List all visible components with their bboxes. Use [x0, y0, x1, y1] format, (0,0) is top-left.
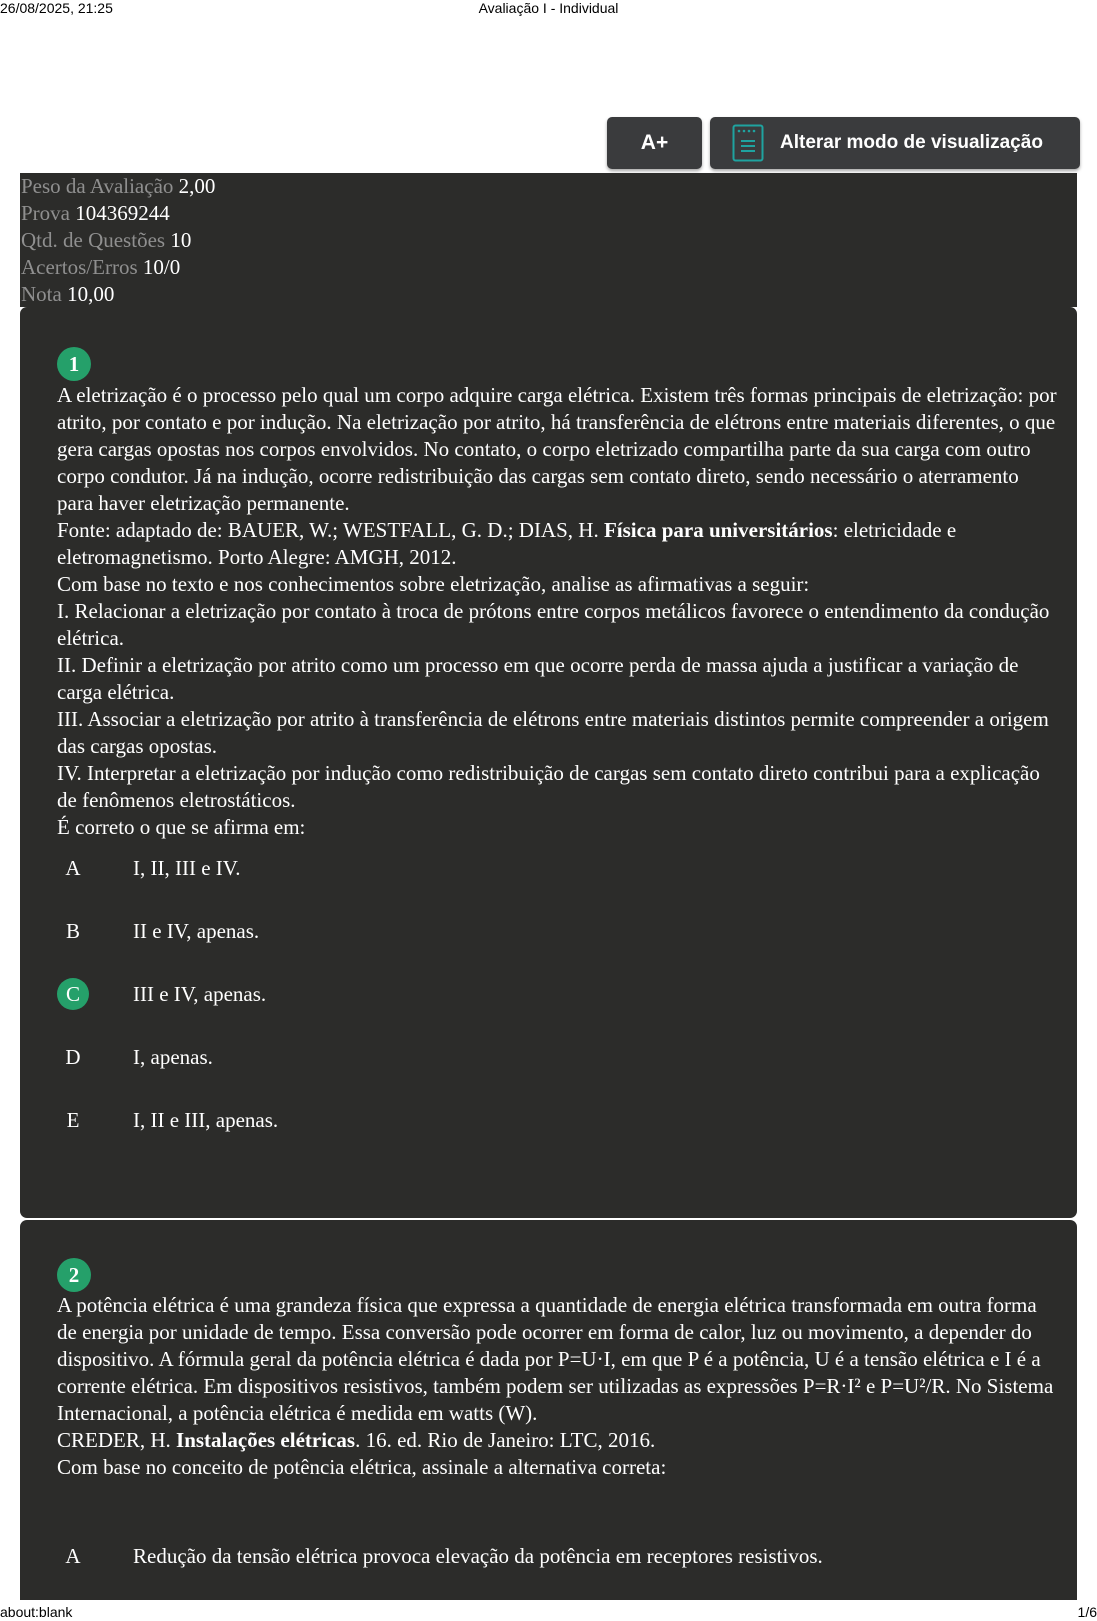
alternative-text: I, II, III e IV.: [133, 856, 241, 880]
print-header: [0, 0, 1097, 18]
summary-row-hits-errors: Acertos/Erros 10/0: [21, 255, 181, 279]
document-list-icon: [732, 124, 764, 162]
alternative-text: I, apenas.: [133, 1045, 213, 1069]
alternative-letter: B: [65, 918, 80, 943]
alternative-text: Redução da tensão elétrica provoca elevação da potência em receptores resistivos.: [133, 1544, 823, 1568]
print-url: about:blank: [0, 1604, 73, 1620]
alternative-text: I, II e III, apenas.: [133, 1108, 279, 1132]
summary-row-grade: Nota 10,00: [21, 282, 115, 306]
print-datetime: 26/08/2025, 21:25: [0, 0, 113, 16]
question-text: [57, 1292, 1057, 1481]
alternative-letter: A: [65, 855, 81, 880]
alternative-letter: E: [66, 1107, 80, 1132]
alternative-letter: D: [65, 1044, 81, 1069]
question-intro: A eletrização é o processo pelo qual um corpo adquire carga elétrica. Existem três formas principais de eletrização: por atrito, por contato e por indução. Na eletrização por atrito, há transferência de elétrons entre materiais diferentes, o que gera cargas opostas nos corpos envolvidos. No contato, o corpo eletrizado compartilha parte da sua carga com outro corpo condutor. Já na indução, ocorre redistribuição das cargas sem contato direto, sendo necessário o aterramento para haver eletrização permanente.: [57, 383, 1057, 515]
question-closing: É correto o que se afirma em:: [57, 815, 306, 839]
question-prompt: Com base no texto e nos conhecimentos sobre eletrização, analise as afirmativas a seguir:: [57, 572, 810, 596]
question-number-badge: 1: [57, 347, 91, 381]
alternative-c-correct[interactable]: [57, 978, 1037, 1010]
statement: II. Definir a eletrização por atrito como um processo em que ocorre perda de massa ajuda a justificar a variação de carga elétrica.: [57, 653, 1019, 704]
print-footer: [0, 1603, 1097, 1621]
alternative-b[interactable]: [57, 915, 1037, 947]
alternative-a[interactable]: [57, 852, 1037, 884]
alternative-d[interactable]: [57, 1041, 1037, 1073]
statement: III. Associar a eletrização por atrito à transferência de elétrons entre materiais distintos permite compreender a origem das cargas opostas.: [57, 707, 1049, 758]
summary-row-weight: Peso da Avaliação 2,00: [21, 174, 216, 198]
alternative-text: III e IV, apenas.: [133, 982, 267, 1006]
alternative-e[interactable]: [57, 1104, 1037, 1136]
statement: I. Relacionar a eletrização por contato à troca de prótons entre corpos metálicos favorece o entendimento da condução elétrica.: [57, 599, 1050, 650]
question-number-badge: 2: [57, 1258, 91, 1292]
alternative-a[interactable]: [57, 1540, 1037, 1572]
view-mode-label: Alterar modo de visualização: [780, 132, 1043, 153]
question-source: CREDER, H. Instalações elétricas. 16. ed. Rio de Janeiro: LTC, 2016.: [57, 1428, 656, 1452]
question-source: Fonte: adaptado de: BAUER, W.; WESTFALL, G. D.; DIAS, H. Física para universitários: eletricidade e eletromagnetismo. Porto Alegre: AMGH, 2012.: [57, 518, 957, 569]
statement: IV. Interpretar a eletrização por indução como redistribuição de cargas sem contato direto contribui para a explicação de fenômenos eletrostáticos.: [57, 761, 1040, 812]
correct-answer-badge: C: [57, 978, 89, 1010]
question-card-1: [20, 307, 1077, 1218]
summary-row-question-count: Qtd. de Questões 10: [21, 228, 192, 252]
print-page-number: 1/6: [1077, 1604, 1097, 1620]
font-size-increase-button[interactable]: A+: [607, 117, 702, 169]
view-mode-button[interactable]: [710, 117, 1080, 169]
assessment-summary: [20, 173, 1077, 307]
alternative-text: II e IV, apenas.: [133, 919, 260, 943]
question-intro: A potência elétrica é uma grandeza física que expressa a quantidade de energia elétrica transformada em outra forma de energia por unidade de tempo. Essa conversão pode ocorrer em forma de calor, luz ou movimento, a depender do dispositivo. A fórmula geral da potência elétrica é dada por P=U·I, em que P é a potência, U é a tensão elétrica e I é a corrente elétrica. Em dispositivos resistivos, também podem ser utilizadas as expressões P=R·I² e P=U²/R. No Sistema Internacional, a potência elétrica é medida em watts (W).: [57, 1293, 1054, 1425]
alternative-letter: A: [65, 1543, 81, 1568]
question-text: [57, 382, 1057, 841]
question-prompt: Com base no conceito de potência elétrica, assinale a alternativa correta:: [57, 1455, 667, 1479]
question-card-2: [20, 1220, 1077, 1600]
print-title: Avaliação I - Individual: [478, 0, 619, 16]
summary-row-exam: Prova 104369244: [21, 201, 170, 225]
